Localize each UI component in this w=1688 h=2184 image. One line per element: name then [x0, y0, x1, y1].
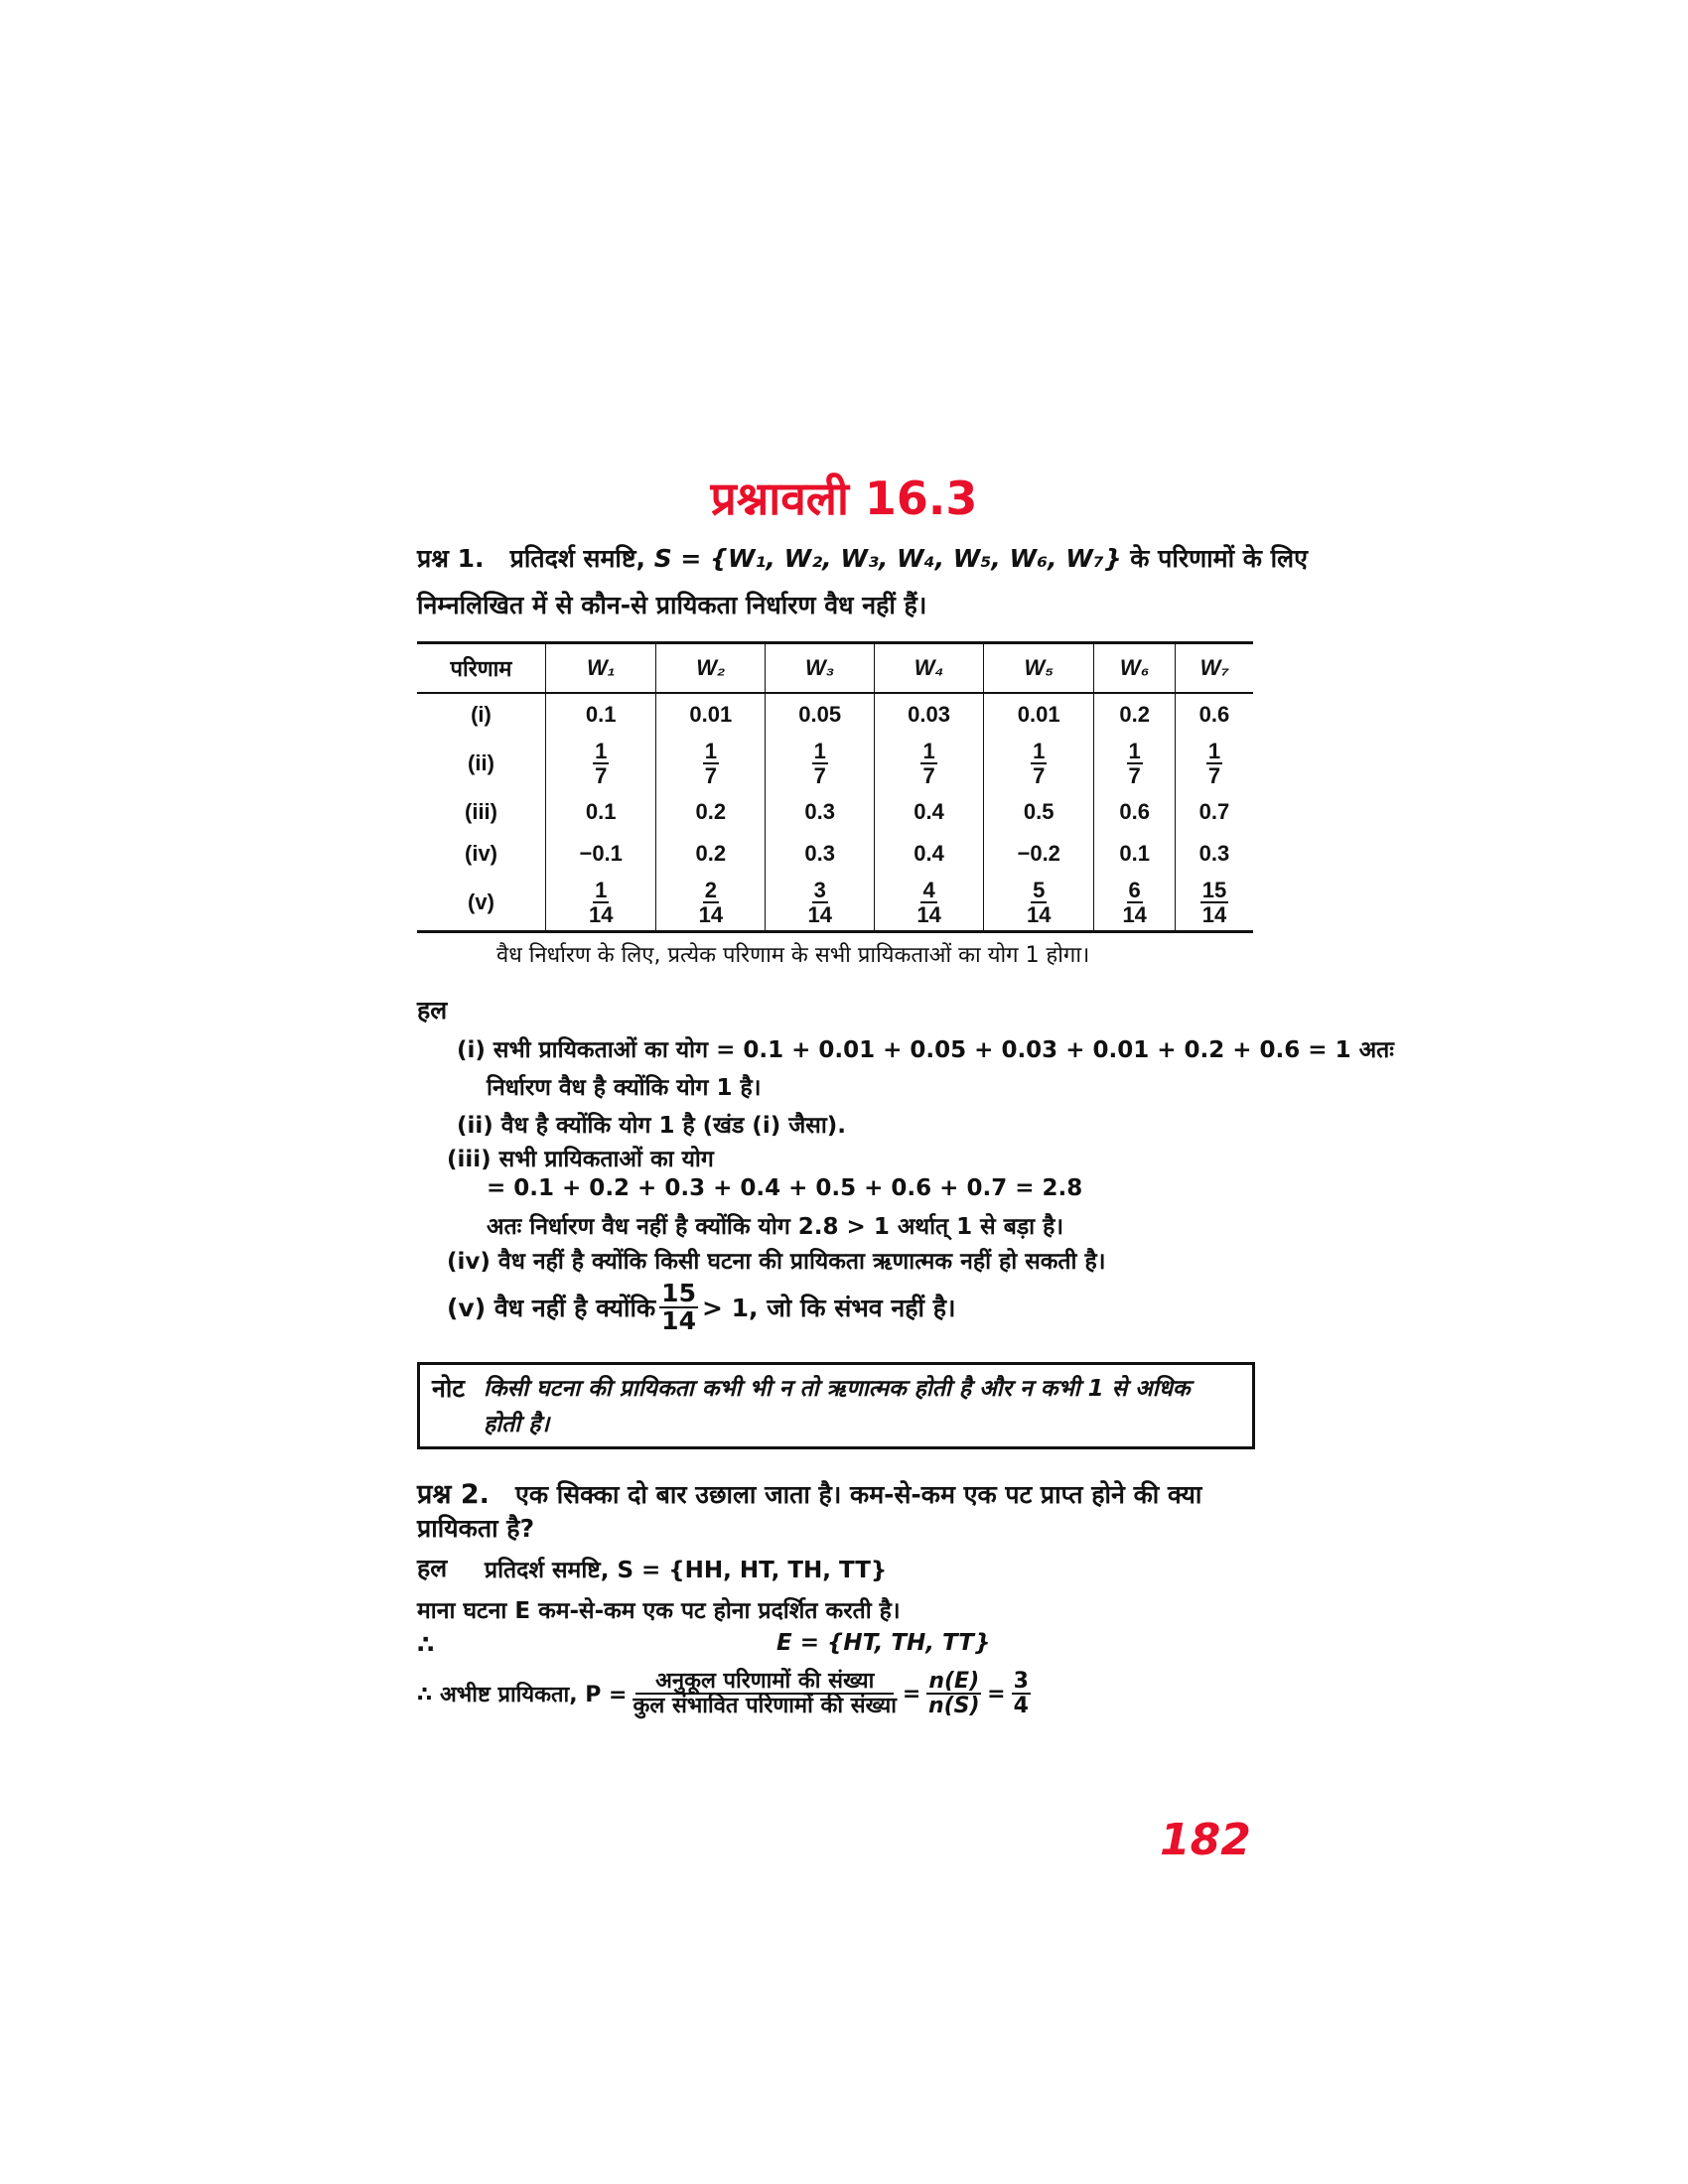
table-cell — [1094, 875, 1176, 932]
header-w4: W₄ — [875, 643, 984, 694]
table-cell — [1175, 736, 1253, 791]
fraction — [812, 740, 828, 787]
table-row — [417, 791, 1253, 833]
table-cell — [984, 736, 1094, 791]
note-box — [417, 1362, 1255, 1449]
header-w2: W₂ — [656, 643, 766, 694]
note-label: नोट — [432, 1374, 465, 1403]
row-label: (ii) — [468, 751, 494, 775]
fraction — [1206, 740, 1222, 787]
fraction-result — [1012, 1670, 1031, 1717]
numerator: 6 — [1128, 877, 1141, 902]
table-cell — [656, 736, 766, 791]
solution-line: = 0.1 + 0.2 + 0.3 + 0.4 + 0.5 + 0.6 + 0.7 = 2.8 — [487, 1175, 1083, 1201]
table-row — [417, 875, 1253, 932]
table-cell: 0.7 — [1175, 791, 1253, 833]
numerator: अनुकूल परिणामों की संख्या — [635, 1670, 894, 1695]
question-2-label: प्रश्न 2. — [417, 1479, 490, 1510]
table-cell: 0.2 — [1094, 693, 1176, 736]
event-set: E = {HT, TH, TT} — [776, 1630, 991, 1656]
fraction — [703, 740, 719, 787]
table-row — [417, 736, 1253, 791]
denominator: 14 — [807, 902, 832, 927]
question-1-label: प्रश्न 1. — [417, 544, 485, 573]
denominator: कुल संभावित परिणामों की संख्या — [633, 1694, 897, 1719]
solution-1-label: हल — [417, 996, 448, 1024]
fraction — [589, 879, 613, 926]
numerator: 1 — [1033, 738, 1046, 763]
question-1-text-end: के परिणामों के लिए — [1130, 544, 1308, 573]
denominator: 7 — [1128, 763, 1141, 788]
fraction — [1122, 879, 1146, 926]
numerator: 4 — [922, 877, 935, 902]
numerator: 1 — [595, 877, 608, 902]
solution-2-label: हल — [417, 1554, 448, 1582]
numerator: 1 — [813, 738, 826, 763]
table-row — [417, 693, 1253, 736]
denominator: 7 — [813, 763, 826, 788]
solution-line-v — [447, 1281, 955, 1335]
fraction-nE-nS — [926, 1670, 981, 1717]
table-cell: 0.1 — [546, 791, 656, 833]
table-cell: 0.05 — [766, 693, 875, 736]
row-label: (v) — [468, 889, 494, 914]
table-cell: 0.03 — [875, 693, 984, 736]
note-line-2: होती है। — [484, 1412, 550, 1437]
solution-line: (ii) वैध है क्योंकि योग 1 है (खंड (i) जैसा). — [457, 1113, 847, 1139]
denominator: 14 — [1201, 902, 1227, 927]
header-w7: W₇ — [1175, 643, 1253, 694]
question-1-line-1 — [417, 541, 1308, 575]
solution-line: निर्धारण वैध है क्योंकि योग 1 है। — [487, 1075, 762, 1101]
solution-line: (iii) सभी प्रायिकताओं का योग — [447, 1147, 714, 1172]
table-cell — [875, 875, 984, 932]
table-cell: 0.5 — [984, 791, 1094, 833]
solution-text: (v) वैध नहीं है क्योंकि — [447, 1294, 656, 1323]
fraction — [1031, 740, 1047, 787]
denominator: 14 — [698, 902, 724, 927]
solution-line: (iv) वैध नहीं है क्योंकि किसी घटना की प्रायिकता ऋणात्मक नहीं हो सकती है। — [447, 1249, 1106, 1275]
fraction — [659, 1281, 698, 1335]
probability-formula — [417, 1670, 1037, 1717]
table-cell: 0.01 — [656, 693, 766, 736]
header-w6: W₆ — [1094, 643, 1176, 694]
solution-line: अतः निर्धारण वैध नहीं है क्योंकि योग 2.8 > 1 अर्थात् 1 से बड़ा है। — [487, 1214, 1064, 1240]
numerator: 1 — [1128, 738, 1141, 763]
probability-label: ∴ अभीष्ट प्रायिकता, P = — [417, 1683, 628, 1708]
denominator: 14 — [1122, 902, 1147, 927]
denominator: 7 — [1033, 763, 1046, 788]
numerator: 1 — [704, 738, 717, 763]
solution-line: (i) सभी प्रायिकताओं का योग = 0.1 + 0.01 + 0.05 + 0.03 + 0.01 + 0.2 + 0.6 = 1 अतः — [457, 1037, 1394, 1063]
table-row — [417, 833, 1253, 875]
fraction — [916, 879, 940, 926]
page-number: 182 — [1160, 1815, 1251, 1865]
question-2-line-2: प्रायिकता है? — [417, 1514, 535, 1543]
table-cell: 0.3 — [766, 833, 875, 875]
table-cell: 0.2 — [656, 791, 766, 833]
sample-space-line: प्रतिदर्श समष्टि, S = {HH, HT, TH, TT} — [485, 1558, 888, 1583]
row-label: (i) — [471, 702, 492, 727]
table-cell: 0.3 — [766, 791, 875, 833]
table-cell — [1094, 736, 1176, 791]
denominator: n(S) — [927, 1694, 980, 1719]
table-cell: 0.4 — [875, 833, 984, 875]
note-line-1: किसी घटना की प्रायिकता कभी भी न तो ऋणात्मक होती है और न कभी 1 से अधिक — [484, 1376, 1191, 1402]
fraction-outcomes — [633, 1670, 897, 1717]
table-cell — [984, 875, 1094, 932]
fraction — [593, 740, 609, 787]
row-label: (iv) — [465, 841, 497, 866]
question-1-text: प्रतिदर्श समष्टि, — [509, 544, 645, 573]
numerator: 3 — [813, 877, 826, 902]
sample-space-set: S = {W₁, W₂, W₃, W₄, W₅, W₆, W₇} — [653, 544, 1122, 573]
fraction — [1027, 879, 1051, 926]
denominator: 14 — [661, 1306, 696, 1336]
numerator: 3 — [1013, 1669, 1029, 1694]
table-caption: वैध निर्धारण के लिए, प्रत्येक परिणाम के सभी प्रायिकताओं का योग 1 होगा। — [496, 943, 1090, 968]
table-cell — [656, 875, 766, 932]
fraction — [920, 740, 936, 787]
numerator: 15 — [1201, 877, 1227, 902]
table-cell — [546, 875, 656, 932]
numerator: 5 — [1033, 877, 1046, 902]
header-w3: W₃ — [766, 643, 875, 694]
fraction — [1127, 740, 1143, 787]
table-cell: −0.2 — [984, 833, 1094, 875]
table-cell: 0.1 — [1094, 833, 1176, 875]
denominator: 7 — [922, 763, 935, 788]
table-cell: 0.4 — [875, 791, 984, 833]
table-cell — [766, 875, 875, 932]
header-w1: W₁ — [546, 643, 656, 694]
table-cell: 0.1 — [546, 693, 656, 736]
question-1-line-2: निम्नलिखित में से कौन-से प्रायिकता निर्धारण वैध नहीं हैं। — [417, 591, 927, 619]
solution-text: > 1, जो कि संभव नहीं है। — [701, 1294, 956, 1323]
table-cell: 0.2 — [656, 833, 766, 875]
table-cell: 0.6 — [1094, 791, 1176, 833]
event-definition: माना घटना E कम-से-कम एक पट होना प्रदर्शित करती है। — [417, 1598, 901, 1624]
table-cell: −0.1 — [546, 833, 656, 875]
question-2-text: एक सिक्का दो बार उछाला जाता है। कम-से-कम एक पट प्राप्त होने की क्या — [515, 1480, 1202, 1509]
probability-table — [417, 641, 1253, 933]
table-cell: 0.01 — [984, 693, 1094, 736]
table-cell — [1175, 875, 1253, 932]
table-cell — [766, 736, 875, 791]
numerator: 1 — [1207, 738, 1221, 763]
table-header-row — [417, 643, 1253, 694]
denominator: 14 — [588, 902, 614, 927]
table-cell: 0.6 — [1175, 693, 1253, 736]
header-w5: W₅ — [984, 643, 1094, 694]
therefore-symbol: ∴ — [417, 1630, 435, 1659]
numerator: 15 — [661, 1279, 696, 1307]
equals: = — [987, 1681, 1006, 1706]
denominator: 7 — [595, 763, 608, 788]
numerator: n(E) — [928, 1669, 980, 1694]
exercise-title: प्रश्नावली 16.3 — [710, 472, 978, 525]
equals: = — [902, 1681, 921, 1706]
numerator: 2 — [704, 877, 717, 902]
header-outcome: परिणाम — [417, 643, 546, 694]
denominator: 7 — [704, 763, 717, 788]
denominator: 7 — [1207, 763, 1221, 788]
table-cell: 0.3 — [1175, 833, 1253, 875]
denominator: 14 — [1026, 902, 1052, 927]
row-label: (iii) — [465, 799, 497, 824]
fraction — [699, 879, 723, 926]
fraction — [807, 879, 831, 926]
question-2-line-1 — [417, 1474, 1201, 1511]
table-cell — [546, 736, 656, 791]
denominator: 14 — [916, 902, 941, 927]
numerator: 1 — [922, 738, 935, 763]
denominator: 4 — [1013, 1694, 1029, 1719]
numerator: 1 — [595, 738, 608, 763]
table-cell — [875, 736, 984, 791]
fraction — [1200, 879, 1228, 926]
